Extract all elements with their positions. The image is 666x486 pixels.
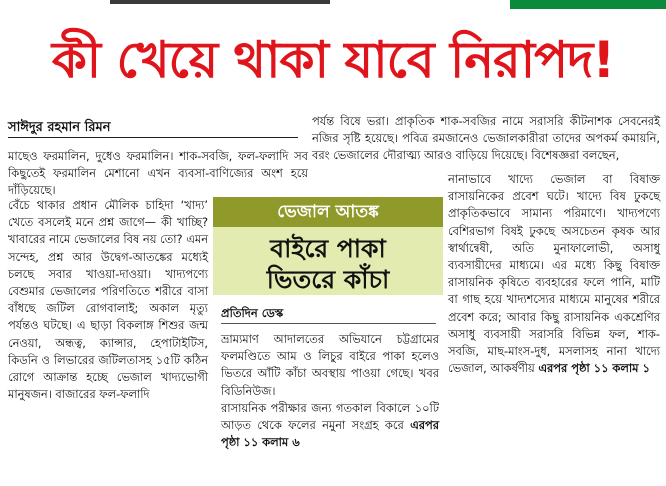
box-title-line2: ভিতরে কাঁচা (266, 265, 390, 294)
box-paragraph-1: ভ্রাম্যমাণ আদালতের অভিযানে চট্টগ্রামের ফলমণ্ডিতে আম ও লিচুর বাইরে পাকা হলেও ভিতরে আঁটি কাঁচা অবস্থায় পাওয়া গেছে। খবর বিডিনিউজ। (221, 332, 439, 398)
box-body (221, 331, 439, 451)
right-column (448, 171, 660, 377)
top-strip (0, 0, 666, 10)
continuation-note: এরপর পৃষ্ঠা ১১ কলাম ১ (538, 361, 650, 376)
box-kicker: ভেজাল আতঙ্ক (213, 197, 443, 227)
sidebar-story-box (213, 197, 443, 463)
section-tag (510, 0, 666, 9)
top-rule (110, 0, 330, 4)
box-title (213, 227, 443, 295)
intro-text: মাছেও ফরমালিন, দুধেও ফরমালিন। শাক-সবজি, ফল-ফলাদি সব কিছুতেই ফরমালিন মেশানো এখন ব্যবসা-বাণিজ্যের অংশ হয়ে দাঁড়িয়েছে। (8, 149, 308, 198)
box-continuation-note: এরপর পৃষ্ঠা ১১ কলাম ৬ (221, 418, 440, 450)
left-column-text: বেঁচে থাকার প্রধান মৌলিক চাহিদা ‘খাদ্য’ খেতে বসলেই মনে প্রশ্ন জাগে— কী খাচ্ছি? খাবারের নামে ভেজালের বিষ নয় তো? এমন সন্দেহ, প্রশ্ন আর উদ্বেগ-আতঙ্কের মধ্যেই চলছে সবার খাওয়া-দাওয়া। খাদ্যপণ্যে বেশুমার ভেজালের পরিণতিতে শরীরে বাসা বাঁধছে জটিল রোগবালাই; অকাল মৃত্যু পর্যন্তও ঘটছে। এ ছাড়া বিকলাঙ্গ শিশুর জন্ম নেওয়া, অন্ধত্ব, ক্যান্সার, হেপাটাইটিস, কিডনি ও লিভারের জটিলতাসহ ১৫টি কঠিন রোগে আক্রান্ত হচ্ছে ভেজাল খাদ্যভোগী মানুষজন। বাজারের ফল-ফলাদি (8, 198, 208, 402)
right-top-text: পর্যন্ত বিষে ভরা। প্রাকৃতিক শাক-সবজির নামে সরাসরি কীটনাশক সেবনেরই নজির সৃষ্টি হয়েছে। পবিত্র রমজানেও ভেজালকারীরা তাদের অপকর্ম কমায়নি, বরং ভেজালের দৌরাত্ম্য আরও বাড়িয়ে দিয়েছে। বিশেষজ্ঞরা বলছেন, (312, 114, 660, 163)
right-top-paragraph (312, 113, 660, 165)
right-column-text (448, 171, 660, 377)
box-paragraph-2 (221, 400, 439, 452)
box-paragraph-2-text: রাসায়নিক পরীক্ষার জন্য গতকাল বিকালে ১০টি আড়ত থেকে ফলের নমুনা সংগ্রহ করে (221, 400, 439, 433)
left-column (8, 197, 208, 403)
intro-paragraph (8, 148, 308, 200)
box-desk: প্রতিদিন ডেস্ক (221, 306, 284, 320)
box-title-line1: বাইরে পাকা (270, 234, 386, 263)
right-column-body: নানাভাবে খাদ্যে ভেজাল বা বিষাক্ত রাসায়নিকের প্রবেশ ঘটে। খাদ্যে বিষ ঢুকছে প্রাকৃতিকভাবে সামান্য পরিমাণে। খাদ্যপণ্যে বেশিরভাগ বিষই ঢুকছে অসচেতন কৃষক আর স্বার্থান্বেষী, অতি মুনাফালোভী, অসাধু ব্যবসায়ীদের মাধ্যমে। এর মধ্যে কিছু বিষাক্ত রাসায়নিক কৃষিতে ব্যবহারের ফলে পানি, মাটি বা গাছ হয়ে খাদ্যশস্যের মাধ্যমে মানুষের শরীরে প্রবেশ করে; আবার কিছু রাসায়নিক একশ্রেণির অসাধু ব্যবসায়ী সরাসরি বিভিন্ন ফল, শাক-সবজি, মাছ-মাংস-দুধ, মসলাসহ নানা খাদ্যে ভেজাল, আকর্ষণীয় (448, 172, 660, 376)
byline-rule (8, 137, 298, 138)
byline: সাঈদুর রহমান রিমন (8, 120, 111, 135)
headline: কী খেয়ে থাকা যাবে নিরাপদ! (51, 31, 615, 89)
box-desk-rule (221, 323, 436, 324)
